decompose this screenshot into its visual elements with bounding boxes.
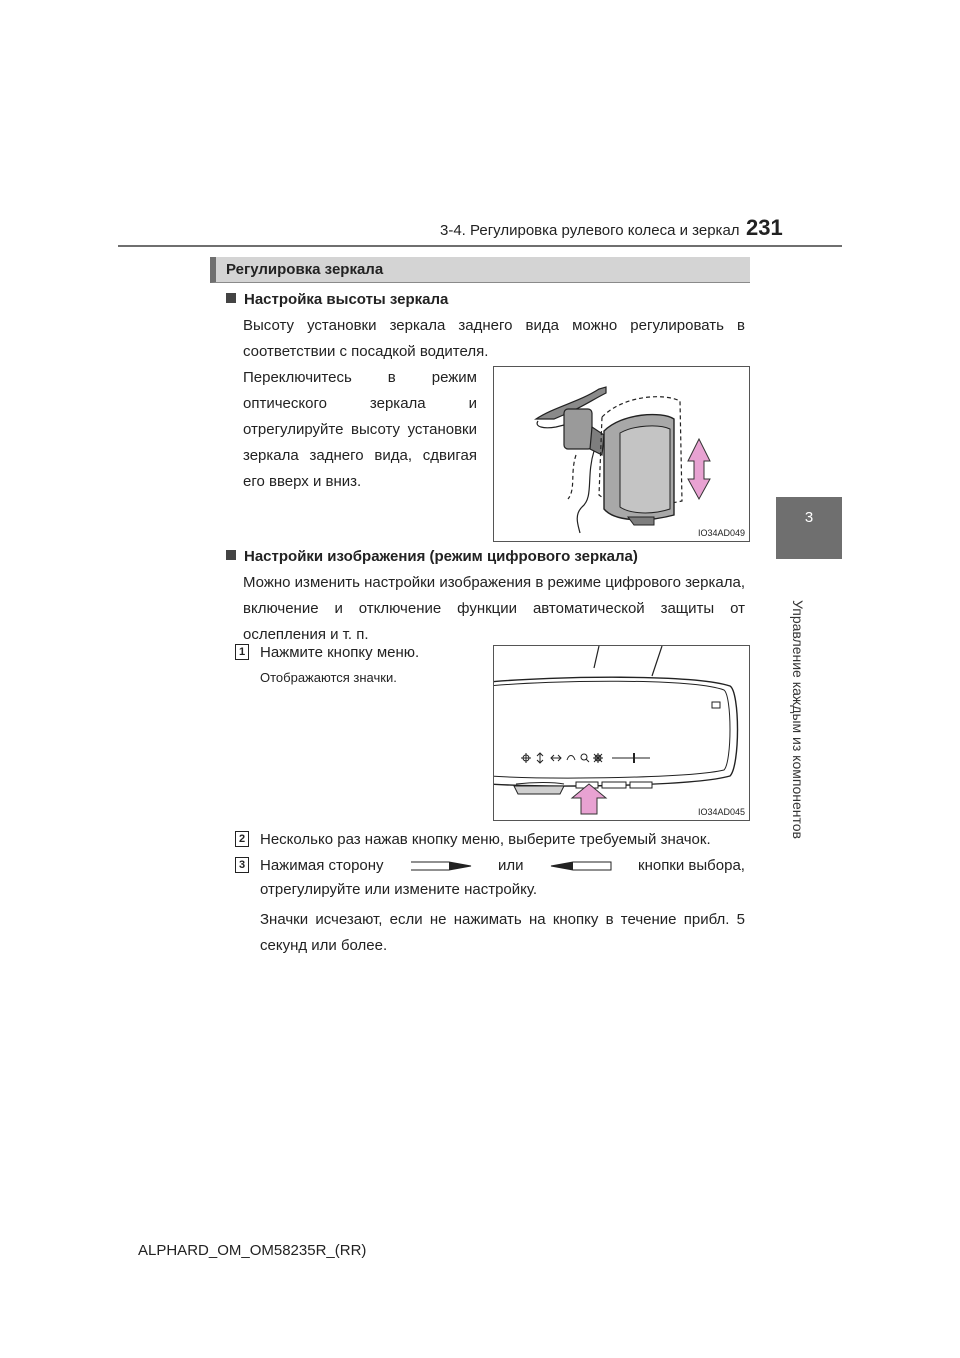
instruction-line: оптического зеркала и [243,395,477,412]
step-3-line-1 [260,853,745,879]
bullet-square-icon [226,293,236,303]
section-title: Регулировка зеркала [210,257,750,283]
step-1-text: Нажмите кнопку меню. [260,644,420,661]
step-number-box: 1 [235,644,249,660]
image-settings-heading-text: Настройки изображения (режим цифрового зеркала) [244,548,638,565]
instruction-line: зеркала заднего вида, сдвигая [243,447,477,464]
step-3-line-2: отрегулируйте или измените настройку. [260,881,538,898]
step-1-note: Отображаются значки. [260,670,397,685]
document-code: ALPHARD_OM_OM58235R_(RR) [138,1242,367,1259]
bullet-square-icon [226,550,236,560]
mirror-height-figure [493,366,750,542]
chapter-tab-number: 3 [804,509,814,526]
height-adjust-heading [226,291,448,308]
step-2-text: Несколько раз нажав кнопку меню, выберите требуемый значок. [260,831,711,848]
chapter-tab [776,497,842,559]
digital-mirror-illustration [494,646,749,820]
selector-right-side-icon [549,860,613,872]
image-settings-heading [226,548,638,565]
figure-code: IO34AD045 [697,807,745,817]
step-number-box: 2 [235,831,249,847]
mirror-height-illustration [494,367,749,541]
step-3-part-1: Нажимая сторону [260,857,384,874]
image-settings-intro: Можно изменить настройки изображения в режиме цифрового зеркала, включение и отключение функции автоматической защиты от ослепления и т. п. [243,574,745,643]
step-3-note: Значки исчезают, если не нажимать на кнопку в течение прибл. 5 секунд или более. [260,911,745,954]
digital-mirror-figure [493,645,750,821]
instruction-line: отрегулируйте высоту установки [243,421,477,438]
height-adjust-heading-text: Настройка высоты зеркала [244,291,449,308]
step-3-or: или [498,857,524,874]
height-adjust-instruction [243,365,477,495]
figure-code: IO34AD049 [697,528,745,538]
instruction-line: Переключитесь в режим [243,369,477,386]
step-number-box: 3 [235,857,249,873]
instruction-line: его вверх и вниз. [243,473,362,490]
selector-left-side-icon [409,860,473,872]
step-3-part-2: кнопки выбора, [638,857,745,874]
chapter-title: 3-4. Регулировка рулевого колеса и зеркал [440,222,740,239]
chapter-tab-label: Управление каждым из компонентов [790,600,806,839]
height-adjust-intro: Высоту установки зеркала заднего вида можно регулировать в соответствии с посадкой водителя. [243,317,745,360]
header-rule [118,245,842,247]
page-number: 231 [746,215,783,240]
